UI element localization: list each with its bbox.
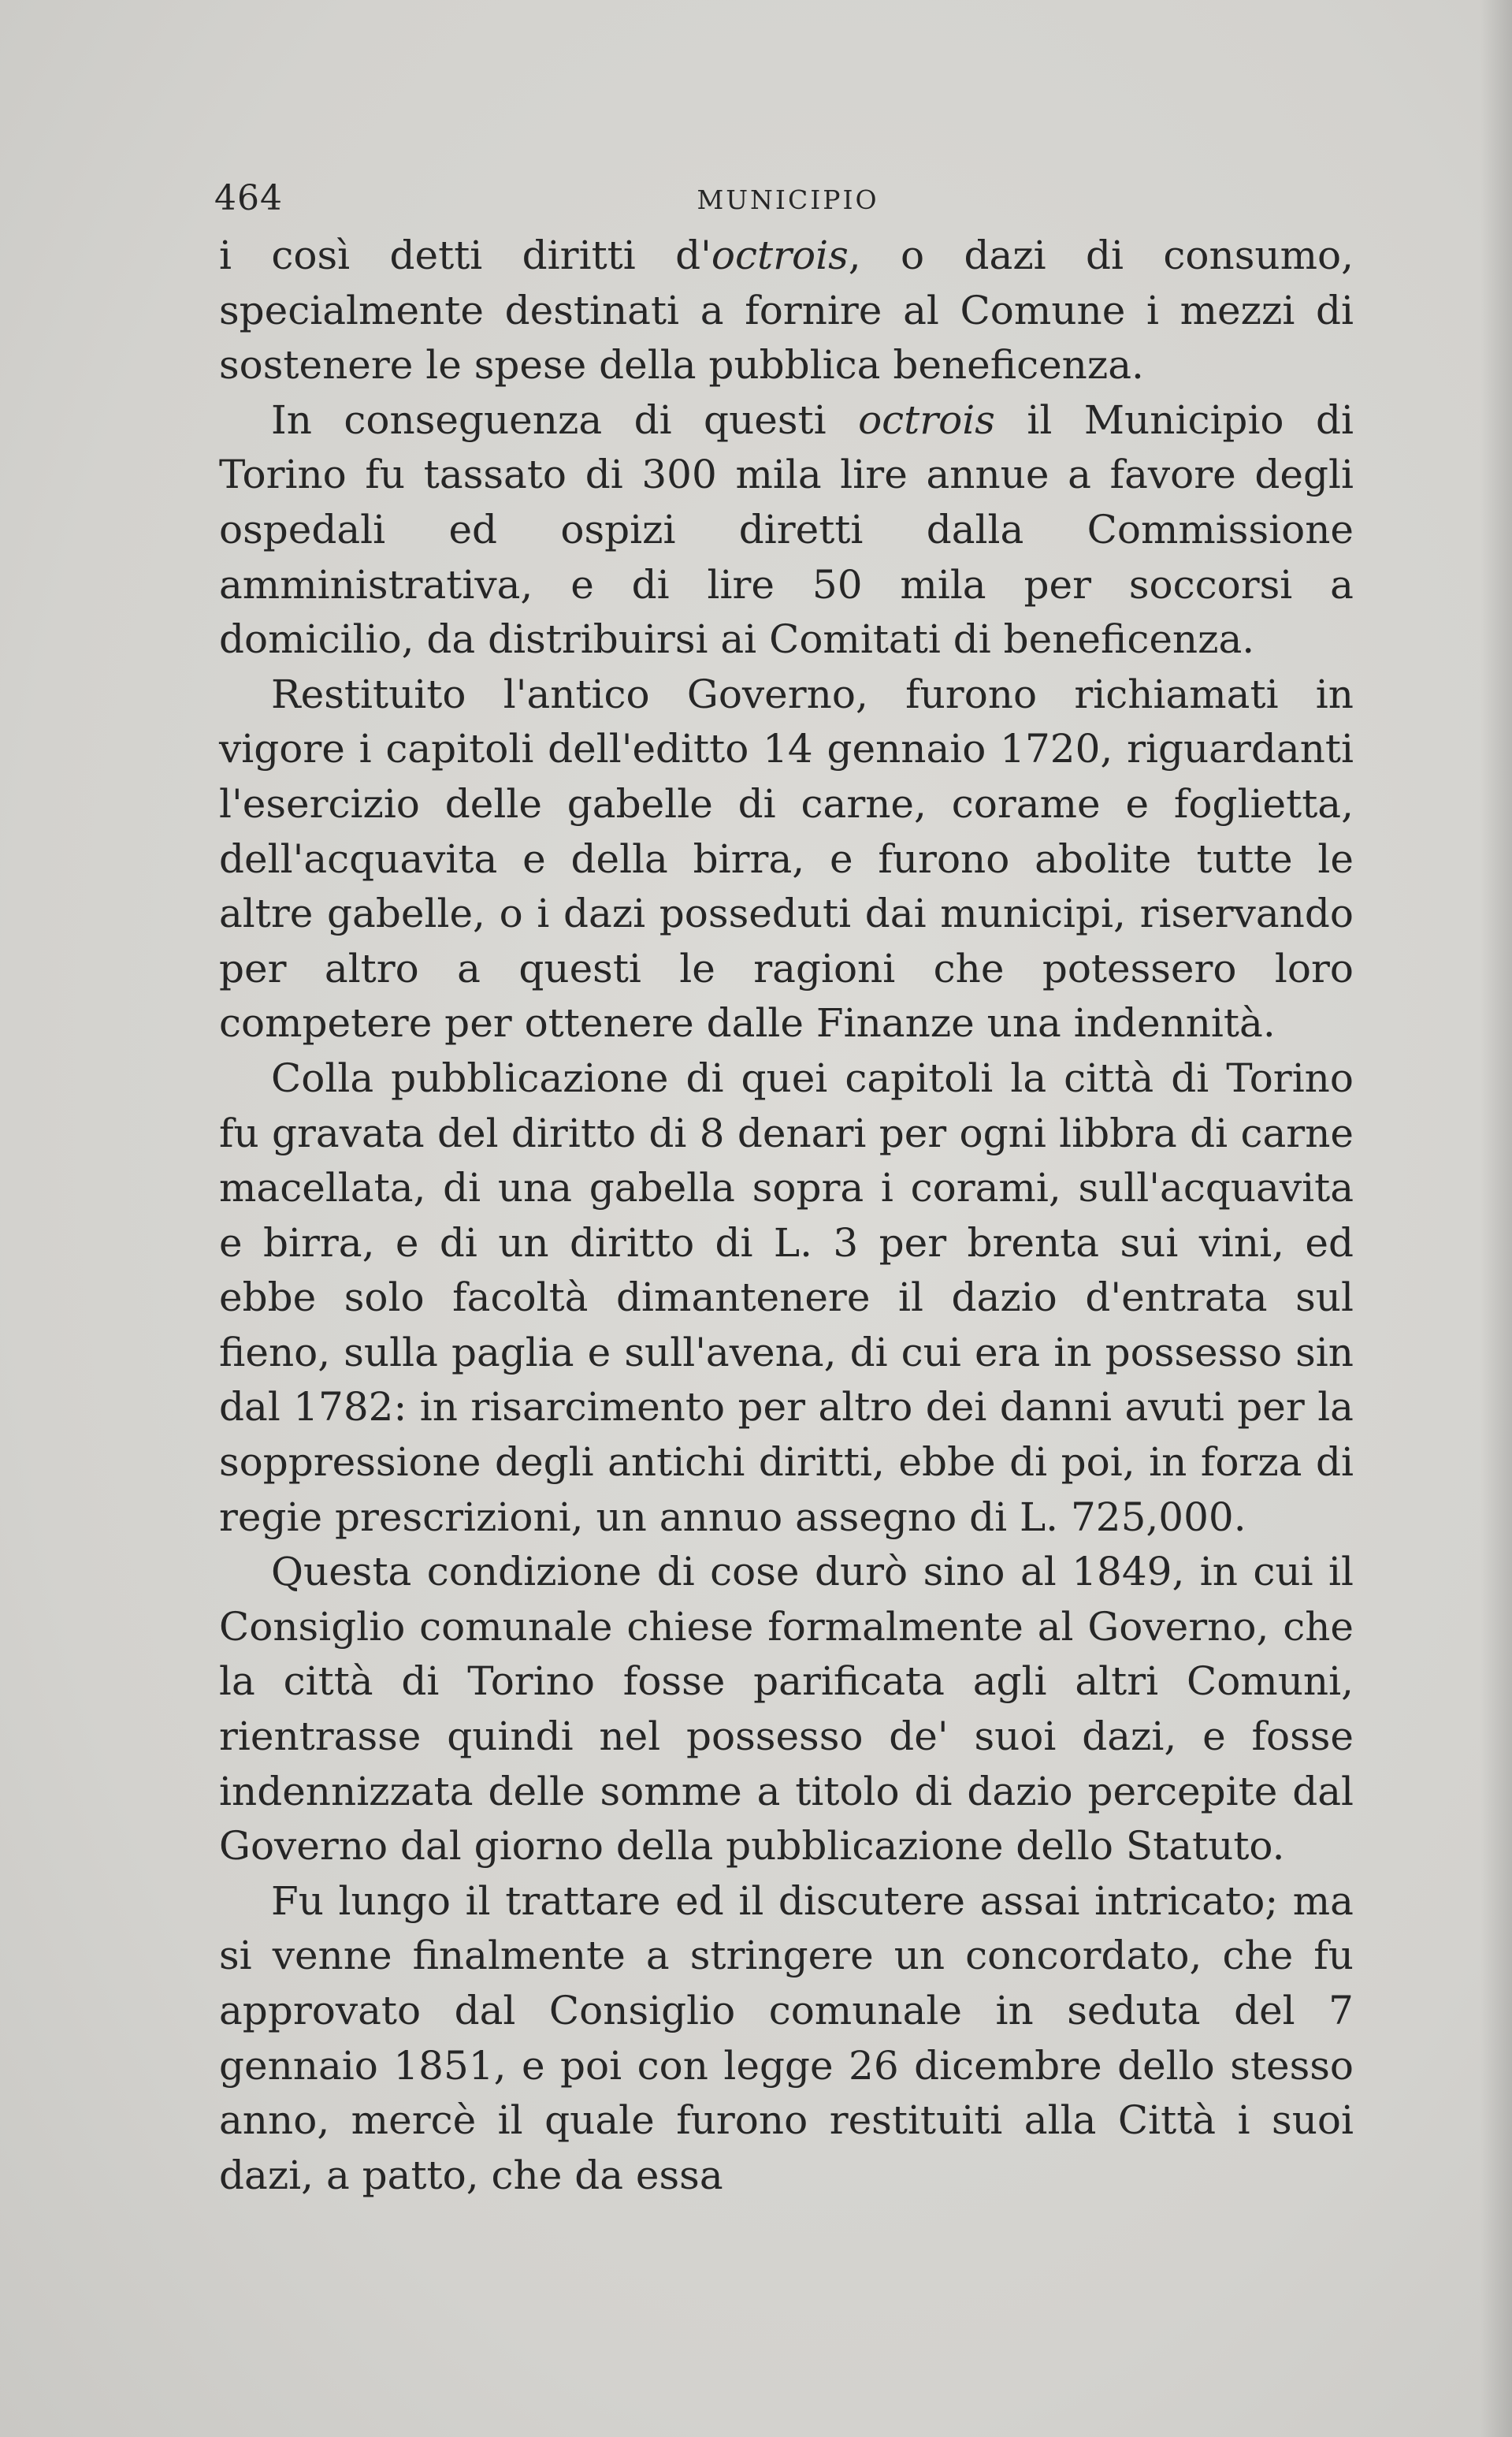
paragraph-5: Questa condizione di cose durò sino al 1849, in cui il Consiglio comunale chiese formalmente al Governo, che la città di Torino fosse parificata agli altri Comuni, rientrasse quindi nel possesso de' suoi dazi, e fosse indennizzata delle somme a titolo di dazio percepite dal Governo dal giorno della pubblicazione dello Statuto. [219, 1549, 1354, 1870]
paragraph-6: Fu lungo il trattare ed il discutere assai intricato; ma si venne finalmente a stringere un concordato, che fu approvato dal Consiglio comunale in seduta del 7 gennaio 1851, e poi con legge 26 dicembre dello stesso anno, mercè il quale furono restituiti alla Città i suoi dazi, a patto, che da essa [219, 1877, 1354, 2198]
paragraph-2-italic-term: octrois [858, 396, 995, 443]
paragraph-1-italic-term: octrois [711, 233, 849, 278]
paragraph-1-text-b: , o dazi di consumo, specialmente destinati a fornire al Comune i mezzi di sostenere le spese della pubblica beneficenza. [219, 233, 1354, 389]
running-head: MUNICIPIO [697, 184, 879, 215]
page-number: 464 [214, 178, 283, 218]
paragraph-3: Restituito l'antico Governo, furono richiamati in vigore i capitoli dell'editto 14 gennaio 1720, riguardanti l'esercizio delle gabelle di carne, corame e foglietta, dell'acquavita e della birra, e furono abolite tutte le altre gabelle, o i dazi posseduti dai municipi, riservando per altro a questi le ragioni che potessero loro competere per ottenere dalle Finanze una indennità. [219, 671, 1354, 1047]
paragraph-2-text-b: il Municipio di Torino fu tassato di 300 mila lire annue a favore degli ospedali ed ospizi diretti dalla Commissione amministrativa, e di lire 50 mila per soccorsi a domicilio, da distribuirsi ai Comitati di beneficenza. [219, 396, 1354, 663]
page-edge-shadow [1480, 0, 1512, 2437]
body-text [219, 229, 1354, 2203]
paragraph-2 [219, 393, 1354, 668]
paragraph-1 [219, 229, 1354, 393]
paragraph-1-text-a: i così detti diritti d' [219, 233, 711, 278]
paragraph-2-text-a: In conseguenza di questi [271, 396, 859, 443]
paragraph-4: Colla pubblicazione di quei capitoli la città di Torino fu gravata del diritto di 8 denari per ogni libbra di carne macellata, di una gabella sopra i corami, sull'acquavita e birra, e di un diritto di L. 3 per brenta sui vini, ed ebbe solo facoltà dimantenere il dazio d'entrata sul fieno, sulla paglia e sull'avena, di cui era in possesso sin dal 1782: in risarcimento per altro dei danni avuti per la soppressione degli antichi diritti, ebbe di poi, in forza di regie prescrizioni, un annuo assegno di L. 725,000. [219, 1055, 1354, 1540]
page-header [214, 175, 1362, 222]
